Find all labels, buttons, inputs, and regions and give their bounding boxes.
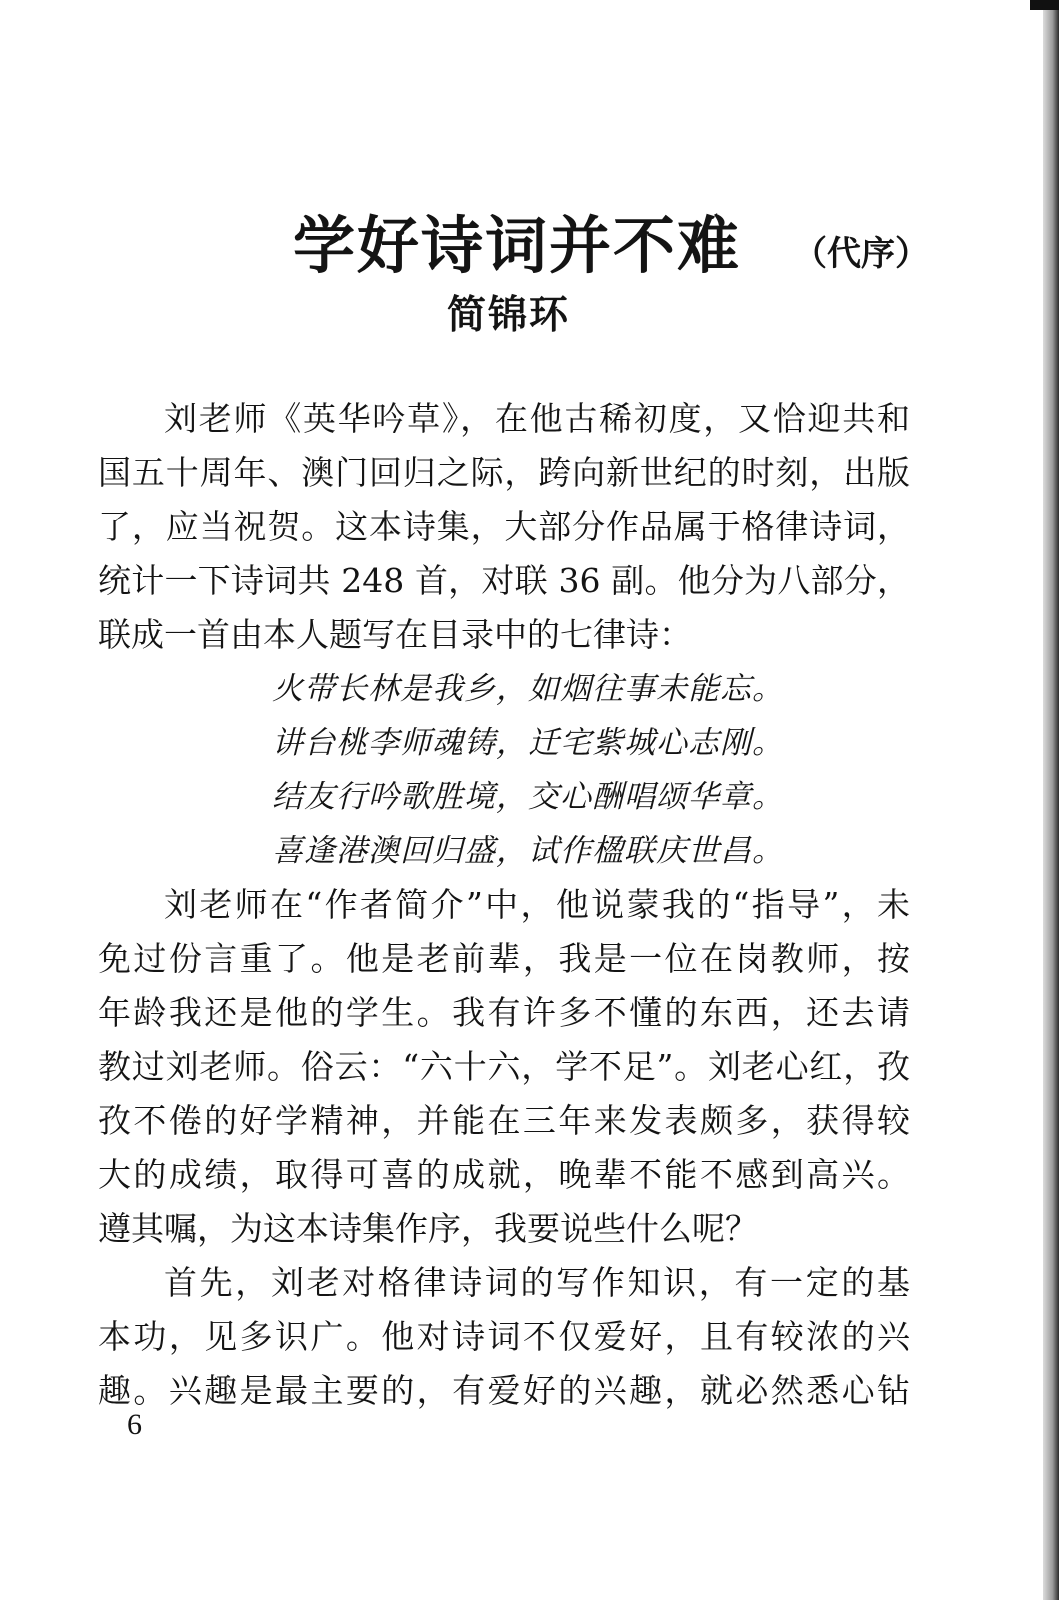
text-line: 刘老师《英华吟草》，在他古稀初度，又恰迎共和 — [164, 399, 910, 438]
poem-line: 讲台桃李师魂铸，迁宅紫城心志刚。 — [272, 725, 784, 761]
article-body — [98, 392, 910, 662]
text-line: 刘老师在“作者简介”中，他说蒙我的“指导”，未 — [164, 885, 910, 924]
article-body-cont — [98, 878, 910, 1418]
text-line: 趣。兴趣是最主要的，有爱好的兴趣，就必然悉心钻 — [98, 1371, 910, 1410]
page-number: 6 — [127, 1408, 142, 1441]
text-line: 联成一首由本人题写在目录中的七律诗： — [98, 615, 692, 654]
text-line: 本功，见多识广。他对诗词不仅爱好，且有较浓的兴 — [98, 1317, 910, 1356]
text-line: 年龄我还是他的学生。我有许多不懂的东西，还去请 — [98, 993, 910, 1032]
text-line: 首先，刘老对格律诗词的写作知识，有一定的基 — [164, 1263, 910, 1302]
author-name: 简锦环 — [447, 293, 571, 338]
poem-line: 喜逢港澳回归盛，试作楹联庆世昌。 — [272, 833, 784, 869]
title-block — [293, 196, 933, 282]
poem-line: 火带长林是我乡，如烟往事未能忘。 — [272, 671, 784, 707]
text-line: 教过刘老师。俗云：“六十六，学不足”。刘老心红，孜 — [98, 1047, 910, 1086]
text-line: 了，应当祝贺。这本诗集，大部分作品属于格律诗词， — [98, 507, 910, 546]
text-line: 孜不倦的好学精神，并能在三年来发表颇多，获得较 — [98, 1101, 910, 1140]
poem-line: 结友行吟歌胜境，交心酬唱颂华章。 — [272, 779, 784, 815]
scan-corner-mark — [1030, 0, 1059, 10]
text-line: 国五十周年、澳门回归之际，跨向新世纪的时刻，出版 — [98, 453, 910, 492]
page-title: 学好诗词并不难 — [293, 209, 742, 282]
page-subtitle: （代序） — [793, 234, 929, 274]
text-line: 免过份言重了。他是老前辈，我是一位在岗教师，按 — [98, 939, 910, 978]
page-edge-shadow — [1043, 0, 1059, 1600]
poem-block — [272, 662, 832, 878]
text-line: 遵其嘱，为这本诗集作序，我要说些什么呢？ — [98, 1209, 758, 1248]
text-line: 统计一下诗词共 248 首，对联 36 副。他分为八部分， — [98, 561, 910, 600]
text-line: 大的成绩，取得可喜的成就，晚辈不能不感到高兴。 — [98, 1155, 910, 1194]
